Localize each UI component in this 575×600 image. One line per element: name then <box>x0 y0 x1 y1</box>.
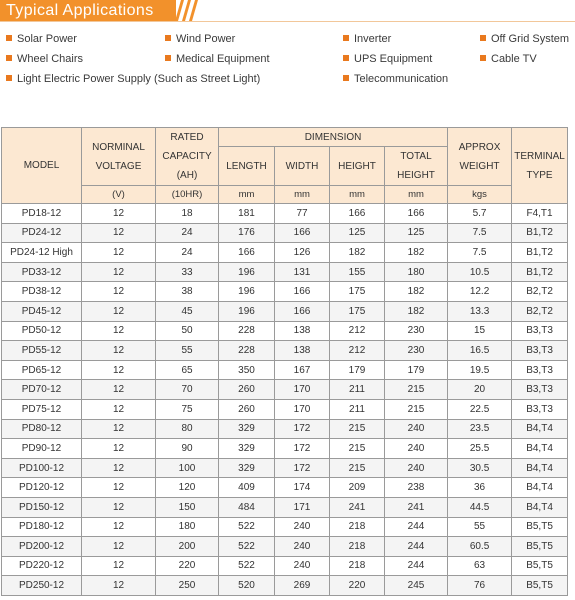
cell-model: PD24-12 <box>2 223 82 243</box>
cell-length: 228 <box>219 321 275 341</box>
cell-weight: 19.5 <box>448 360 512 380</box>
application-label: Off Grid System <box>491 33 570 45</box>
table-row <box>2 223 568 243</box>
cell-capacity: 75 <box>156 399 219 419</box>
cell-height: 218 <box>330 517 385 537</box>
cell-model: PD70-12 <box>2 380 82 400</box>
cell-terminal: B5,T5 <box>512 517 568 537</box>
table-header <box>2 128 568 204</box>
cell-total-height: 244 <box>385 556 448 576</box>
cell-height: 212 <box>330 321 385 341</box>
cell-weight: 22.5 <box>448 399 512 419</box>
application-label: Solar Power <box>17 33 77 45</box>
cell-weight: 13.3 <box>448 301 512 321</box>
cell-total-height: 240 <box>385 458 448 478</box>
cell-length: 260 <box>219 399 275 419</box>
cell-capacity: 18 <box>156 204 219 224</box>
cell-model: PD24-12 High <box>2 243 82 263</box>
cell-terminal: B3,T3 <box>512 321 568 341</box>
cell-terminal: B2,T2 <box>512 301 568 321</box>
header-dimension: DIMENSION <box>219 128 448 147</box>
cell-capacity: 150 <box>156 497 219 517</box>
header-height: HEIGHT <box>330 147 385 186</box>
unit-length: mm <box>219 186 275 204</box>
header-weight: APPROX WEIGHT <box>448 128 512 186</box>
cell-terminal: B4,T4 <box>512 478 568 498</box>
application-item <box>480 32 569 46</box>
cell-weight: 7.5 <box>448 243 512 263</box>
cell-capacity: 250 <box>156 576 219 596</box>
application-label: Light Electric Power Supply (Such as Street Light) <box>17 73 261 85</box>
cell-length: 329 <box>219 458 275 478</box>
cell-terminal: B3,T3 <box>512 360 568 380</box>
application-item <box>343 72 448 86</box>
cell-model: PD250-12 <box>2 576 82 596</box>
cell-capacity: 220 <box>156 556 219 576</box>
cell-weight: 30.5 <box>448 458 512 478</box>
application-item <box>6 52 83 66</box>
table-row <box>2 458 568 478</box>
cell-width: 166 <box>275 301 330 321</box>
cell-length: 522 <box>219 556 275 576</box>
header-terminal: TERMINAL TYPE <box>512 128 568 204</box>
table-row <box>2 204 568 224</box>
table-row <box>2 243 568 263</box>
cell-width: 172 <box>275 439 330 459</box>
cell-height: 125 <box>330 223 385 243</box>
cell-voltage: 12 <box>82 517 156 537</box>
cell-weight: 55 <box>448 517 512 537</box>
cell-total-height: 179 <box>385 360 448 380</box>
cell-terminal: B1,T2 <box>512 223 568 243</box>
cell-model: PD200-12 <box>2 537 82 557</box>
cell-capacity: 80 <box>156 419 219 439</box>
cell-total-height: 125 <box>385 223 448 243</box>
cell-terminal: B3,T3 <box>512 380 568 400</box>
banner-underline <box>0 21 575 22</box>
cell-width: 166 <box>275 282 330 302</box>
square-bullet-icon <box>165 55 171 61</box>
cell-voltage: 12 <box>82 419 156 439</box>
cell-width: 138 <box>275 341 330 361</box>
cell-voltage: 12 <box>82 537 156 557</box>
application-item <box>165 52 270 66</box>
cell-height: 211 <box>330 399 385 419</box>
cell-total-height: 245 <box>385 576 448 596</box>
cell-weight: 63 <box>448 556 512 576</box>
table-row <box>2 360 568 380</box>
cell-length: 522 <box>219 517 275 537</box>
table-body <box>2 204 568 596</box>
cell-weight: 16.5 <box>448 341 512 361</box>
application-label: Telecommunication <box>354 73 449 85</box>
cell-weight: 20 <box>448 380 512 400</box>
cell-weight: 5.7 <box>448 204 512 224</box>
cell-terminal: B5,T5 <box>512 576 568 596</box>
cell-capacity: 70 <box>156 380 219 400</box>
application-item <box>343 32 391 46</box>
cell-total-height: 230 <box>385 341 448 361</box>
cell-width: 138 <box>275 321 330 341</box>
application-item <box>6 32 77 46</box>
cell-terminal: B4,T4 <box>512 497 568 517</box>
application-item <box>6 72 260 86</box>
cell-voltage: 12 <box>82 223 156 243</box>
cell-width: 174 <box>275 478 330 498</box>
cell-height: 155 <box>330 262 385 282</box>
cell-width: 172 <box>275 419 330 439</box>
cell-height: 209 <box>330 478 385 498</box>
cell-terminal: B3,T3 <box>512 341 568 361</box>
cell-capacity: 65 <box>156 360 219 380</box>
cell-weight: 12.2 <box>448 282 512 302</box>
cell-model: PD18-12 <box>2 204 82 224</box>
cell-terminal: F4,T1 <box>512 204 568 224</box>
cell-total-height: 180 <box>385 262 448 282</box>
cell-voltage: 12 <box>82 497 156 517</box>
cell-height: 220 <box>330 576 385 596</box>
cell-length: 409 <box>219 478 275 498</box>
cell-capacity: 180 <box>156 517 219 537</box>
cell-length: 176 <box>219 223 275 243</box>
cell-voltage: 12 <box>82 243 156 263</box>
cell-total-height: 238 <box>385 478 448 498</box>
unit-total-height: mm <box>385 186 448 204</box>
square-bullet-icon <box>6 35 12 41</box>
unit-capacity: (10HR) <box>156 186 219 204</box>
header-voltage: NORMINAL VOLTAGE <box>82 128 156 186</box>
cell-length: 329 <box>219 419 275 439</box>
cell-width: 240 <box>275 556 330 576</box>
cell-voltage: 12 <box>82 204 156 224</box>
cell-height: 241 <box>330 497 385 517</box>
section-banner <box>0 0 176 21</box>
cell-weight: 23.5 <box>448 419 512 439</box>
cell-total-height: 241 <box>385 497 448 517</box>
square-bullet-icon <box>343 55 349 61</box>
cell-height: 175 <box>330 282 385 302</box>
cell-total-height: 244 <box>385 517 448 537</box>
cell-terminal: B4,T4 <box>512 458 568 478</box>
header-capacity: RATED CAPACITY (AH) <box>156 128 219 186</box>
cell-model: PD50-12 <box>2 321 82 341</box>
cell-model: PD75-12 <box>2 399 82 419</box>
cell-terminal: B5,T5 <box>512 556 568 576</box>
cell-length: 196 <box>219 262 275 282</box>
unit-width: mm <box>275 186 330 204</box>
application-item <box>165 32 235 46</box>
cell-length: 522 <box>219 537 275 557</box>
square-bullet-icon <box>165 35 171 41</box>
cell-width: 240 <box>275 537 330 557</box>
table-row <box>2 556 568 576</box>
cell-capacity: 38 <box>156 282 219 302</box>
table-row <box>2 576 568 596</box>
cell-height: 215 <box>330 419 385 439</box>
cell-voltage: 12 <box>82 341 156 361</box>
cell-terminal: B3,T3 <box>512 399 568 419</box>
cell-width: 171 <box>275 497 330 517</box>
unit-height: mm <box>330 186 385 204</box>
cell-model: PD33-12 <box>2 262 82 282</box>
cell-capacity: 90 <box>156 439 219 459</box>
cell-terminal: B1,T2 <box>512 243 568 263</box>
cell-model: PD38-12 <box>2 282 82 302</box>
cell-height: 175 <box>330 301 385 321</box>
cell-terminal: B4,T4 <box>512 439 568 459</box>
table-row <box>2 262 568 282</box>
table-row <box>2 497 568 517</box>
cell-width: 240 <box>275 517 330 537</box>
cell-length: 181 <box>219 204 275 224</box>
table-row <box>2 301 568 321</box>
cell-model: PD180-12 <box>2 517 82 537</box>
cell-capacity: 50 <box>156 321 219 341</box>
banner-stripes-decoration <box>171 0 201 21</box>
cell-width: 170 <box>275 399 330 419</box>
cell-height: 215 <box>330 458 385 478</box>
cell-width: 170 <box>275 380 330 400</box>
cell-capacity: 24 <box>156 223 219 243</box>
cell-model: PD90-12 <box>2 439 82 459</box>
cell-length: 329 <box>219 439 275 459</box>
header-width: WIDTH <box>275 147 330 186</box>
cell-width: 166 <box>275 223 330 243</box>
cell-length: 350 <box>219 360 275 380</box>
cell-weight: 25.5 <box>448 439 512 459</box>
cell-height: 182 <box>330 243 385 263</box>
cell-voltage: 12 <box>82 439 156 459</box>
cell-voltage: 12 <box>82 556 156 576</box>
table-row <box>2 399 568 419</box>
table-row <box>2 321 568 341</box>
cell-height: 215 <box>330 439 385 459</box>
cell-total-height: 230 <box>385 321 448 341</box>
cell-weight: 10.5 <box>448 262 512 282</box>
table-row <box>2 380 568 400</box>
cell-capacity: 45 <box>156 301 219 321</box>
cell-width: 269 <box>275 576 330 596</box>
cell-voltage: 12 <box>82 458 156 478</box>
cell-width: 126 <box>275 243 330 263</box>
cell-weight: 44.5 <box>448 497 512 517</box>
cell-total-height: 240 <box>385 439 448 459</box>
cell-weight: 36 <box>448 478 512 498</box>
cell-voltage: 12 <box>82 399 156 419</box>
cell-weight: 15 <box>448 321 512 341</box>
cell-voltage: 12 <box>82 380 156 400</box>
table-row <box>2 282 568 302</box>
cell-voltage: 12 <box>82 301 156 321</box>
cell-model: PD45-12 <box>2 301 82 321</box>
table-row <box>2 341 568 361</box>
cell-capacity: 55 <box>156 341 219 361</box>
cell-total-height: 240 <box>385 419 448 439</box>
cell-voltage: 12 <box>82 262 156 282</box>
header-model: MODEL <box>2 128 82 204</box>
table-row <box>2 419 568 439</box>
table-row <box>2 439 568 459</box>
application-label: Wheel Chairs <box>17 53 84 65</box>
cell-capacity: 100 <box>156 458 219 478</box>
cell-height: 218 <box>330 556 385 576</box>
cell-weight: 7.5 <box>448 223 512 243</box>
cell-height: 179 <box>330 360 385 380</box>
cell-width: 131 <box>275 262 330 282</box>
cell-terminal: B1,T2 <box>512 262 568 282</box>
cell-model: PD120-12 <box>2 478 82 498</box>
cell-total-height: 182 <box>385 243 448 263</box>
cell-width: 77 <box>275 204 330 224</box>
application-label: Medical Equipment <box>176 53 270 65</box>
application-label: Cable TV <box>491 53 537 65</box>
cell-model: PD100-12 <box>2 458 82 478</box>
section-title: Typical Applications <box>6 2 154 19</box>
cell-terminal: B2,T2 <box>512 282 568 302</box>
cell-length: 228 <box>219 341 275 361</box>
cell-model: PD65-12 <box>2 360 82 380</box>
unit-voltage: (V) <box>82 186 156 204</box>
cell-length: 260 <box>219 380 275 400</box>
cell-terminal: B5,T5 <box>512 537 568 557</box>
square-bullet-icon <box>6 55 12 61</box>
cell-total-height: 166 <box>385 204 448 224</box>
square-bullet-icon <box>480 55 486 61</box>
square-bullet-icon <box>343 35 349 41</box>
specification-table <box>1 127 568 596</box>
cell-capacity: 120 <box>156 478 219 498</box>
cell-voltage: 12 <box>82 360 156 380</box>
cell-length: 196 <box>219 301 275 321</box>
cell-height: 218 <box>330 537 385 557</box>
square-bullet-icon <box>6 75 12 81</box>
cell-model: PD80-12 <box>2 419 82 439</box>
cell-length: 196 <box>219 282 275 302</box>
application-item <box>343 52 432 66</box>
cell-model: PD150-12 <box>2 497 82 517</box>
cell-voltage: 12 <box>82 282 156 302</box>
cell-height: 166 <box>330 204 385 224</box>
cell-capacity: 24 <box>156 243 219 263</box>
application-item <box>480 52 537 66</box>
cell-total-height: 182 <box>385 282 448 302</box>
cell-voltage: 12 <box>82 576 156 596</box>
cell-width: 172 <box>275 458 330 478</box>
application-label: UPS Equipment <box>354 53 433 65</box>
table-row <box>2 478 568 498</box>
cell-total-height: 215 <box>385 399 448 419</box>
cell-capacity: 33 <box>156 262 219 282</box>
cell-total-height: 215 <box>385 380 448 400</box>
application-label: Wind Power <box>176 33 236 45</box>
cell-model: PD55-12 <box>2 341 82 361</box>
square-bullet-icon <box>480 35 486 41</box>
cell-height: 211 <box>330 380 385 400</box>
applications-list <box>0 28 575 90</box>
application-label: Inverter <box>354 33 392 45</box>
cell-width: 167 <box>275 360 330 380</box>
header-length: LENGTH <box>219 147 275 186</box>
cell-length: 520 <box>219 576 275 596</box>
square-bullet-icon <box>343 75 349 81</box>
cell-voltage: 12 <box>82 478 156 498</box>
cell-weight: 76 <box>448 576 512 596</box>
cell-length: 166 <box>219 243 275 263</box>
cell-capacity: 200 <box>156 537 219 557</box>
cell-voltage: 12 <box>82 321 156 341</box>
table-row <box>2 537 568 557</box>
cell-total-height: 182 <box>385 301 448 321</box>
cell-length: 484 <box>219 497 275 517</box>
cell-model: PD220-12 <box>2 556 82 576</box>
cell-height: 212 <box>330 341 385 361</box>
table-row <box>2 517 568 537</box>
cell-terminal: B4,T4 <box>512 419 568 439</box>
header-total-height: TOTAL HEIGHT <box>385 147 448 186</box>
cell-weight: 60.5 <box>448 537 512 557</box>
unit-weight: kgs <box>448 186 512 204</box>
cell-total-height: 244 <box>385 537 448 557</box>
